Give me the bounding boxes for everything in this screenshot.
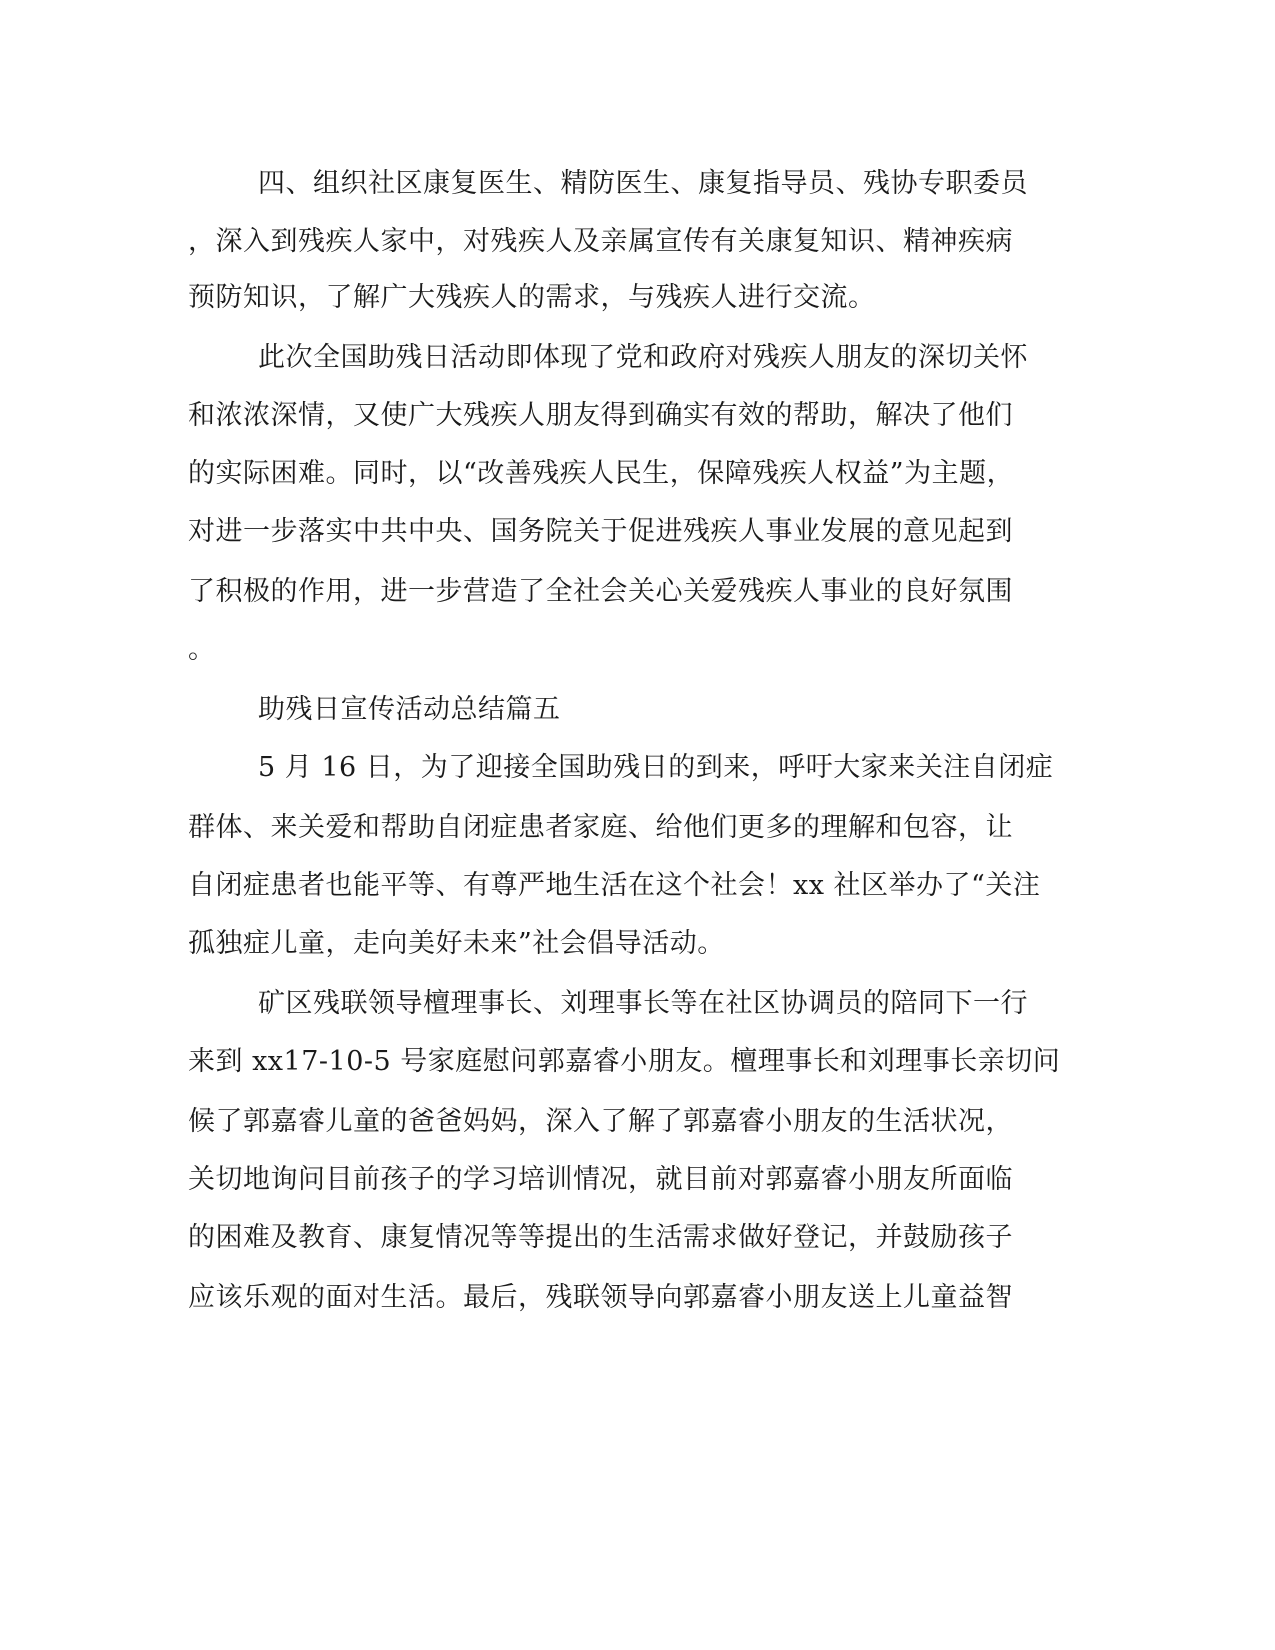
summary-paragraph-line-6: 。 xyxy=(188,634,216,665)
visit-paragraph-line-2: 来到 xx17-10-5 号家庭慰问郭嘉睿小朋友。檀理事长和刘理事长亲切问 xyxy=(188,1046,1061,1077)
visit-paragraph-line-5: 的困难及教育、康复情况等等提出的生活需求做好登记，并鼓励孩子 xyxy=(188,1222,1013,1253)
summary-paragraph-line-4: 对进一步落实中共中央、国务院关于促进残疾人事业发展的意见起到 xyxy=(188,516,1013,547)
section-heading: 助残日宣传活动总结篇五 xyxy=(258,694,561,725)
summary-paragraph-line-5: 了积极的作用，进一步营造了全社会关心关爱残疾人事业的良好氛围 xyxy=(188,576,1013,607)
visit-paragraph-line-6: 应该乐观的面对生活。最后，残联领导向郭嘉睿小朋友送上儿童益智 xyxy=(188,1282,1013,1313)
visit-paragraph-line-4: 关切地询问目前孩子的学习培训情况，就目前对郭嘉睿小朋友所面临 xyxy=(188,1164,1013,1195)
visit-paragraph-line-1: 矿区残联领导檀理事长、刘理事长等在社区协调员的陪同下一行 xyxy=(258,988,1028,1019)
event-paragraph-line-3: 自闭症患者也能平等、有尊严地生活在这个社会！xx 社区举办了“关注 xyxy=(188,870,1041,901)
summary-paragraph-line-3: 的实际困难。同时，以“改善残疾人民生，保障残疾人权益”为主题， xyxy=(188,458,1015,489)
paragraph-4-line-1: 四、组织社区康复医生、精防医生、康复指导员、残协专职委员 xyxy=(258,168,1028,199)
paragraph-4-line-3: 预防知识，了解广大残疾人的需求，与残疾人进行交流。 xyxy=(188,282,876,313)
event-paragraph-line-1: 5 月 16 日，为了迎接全国助残日的到来，呼吁大家来关注自闭症 xyxy=(258,752,1054,783)
paragraph-4-line-2: ，深入到残疾人家中，对残疾人及亲属宣传有关康复知识、精神疾病 xyxy=(188,226,1013,257)
event-paragraph-line-4: 孤独症儿童，走向美好未来”社会倡导活动。 xyxy=(188,928,725,959)
summary-paragraph-line-1: 此次全国助残日活动即体现了党和政府对残疾人朋友的深切关怀 xyxy=(258,342,1028,373)
summary-paragraph-line-2: 和浓浓深情，又使广大残疾人朋友得到确实有效的帮助，解决了他们 xyxy=(188,400,1013,431)
event-paragraph-line-2: 群体、来关爱和帮助自闭症患者家庭、给他们更多的理解和包容，让 xyxy=(188,812,1013,843)
visit-paragraph-line-3: 候了郭嘉睿儿童的爸爸妈妈，深入了解了郭嘉睿小朋友的生活状况， xyxy=(188,1106,1013,1137)
